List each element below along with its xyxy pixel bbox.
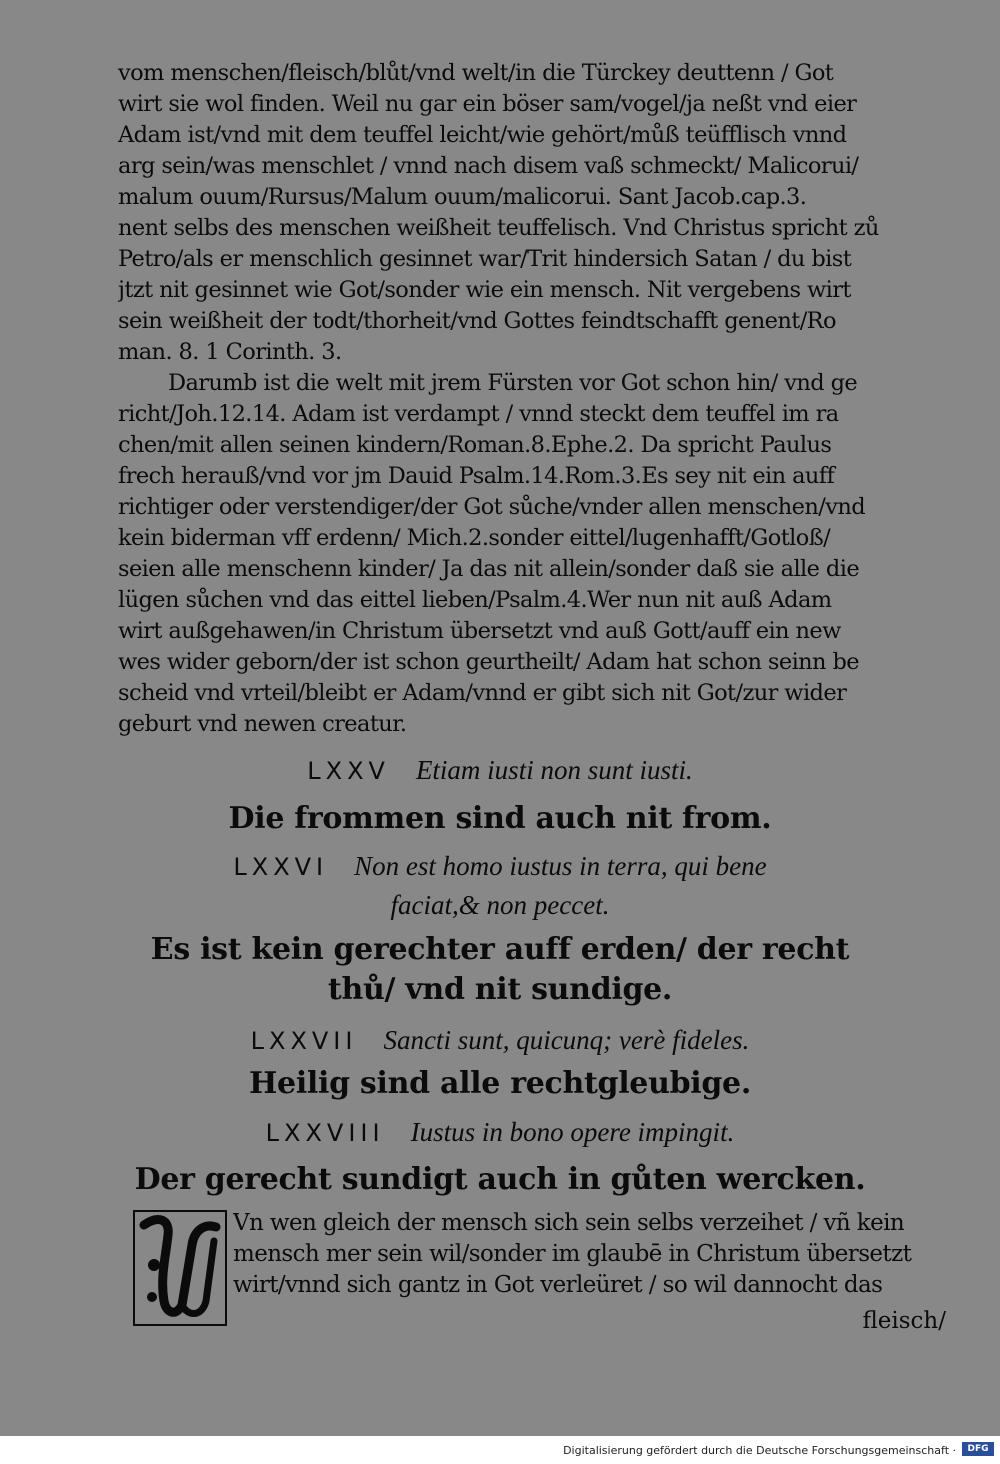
text-line: malum ouum/Rursus/Malum ouum/malicorui. Sant Jacob.cap.3. xyxy=(118,184,807,210)
dropcap-letter: W xyxy=(180,1323,182,1324)
text-line: richtiger oder verstendiger/der Got sůche/vnder allen menschen/vnd xyxy=(118,494,866,520)
text-line: wes wider geborn/der ist schon geurtheilt/ Adam hat schon seinn be xyxy=(118,649,860,675)
text-line: mensch mer sein wil/sonder im glaubē in Christum übersetzt xyxy=(233,1241,912,1267)
text-line: scheid vnd vrteil/bleibt er Adam/vnnd er gibt sich nit Got/zur wider xyxy=(118,680,847,706)
text-line: sein weißheit der todt/thorheit/vnd Gottes feindtschafft genent/Ro xyxy=(118,308,836,334)
thesis-german-continued: thů/ vnd nit sundige. xyxy=(327,972,673,1007)
thesis-number: LXXV xyxy=(307,757,390,785)
text-line: Petro/als er menschlich gesinnet war/Trit hindersich Satan / du bist xyxy=(118,246,852,272)
text-line: Darumb ist die welt mit jrem Fürsten vor Got schon hin/ vnd ge xyxy=(168,370,858,396)
funding-note: Digitalisierung gefördert durch die Deutsche Forschungsgemeinschaft · xyxy=(563,1444,956,1457)
catchword: fleisch/ xyxy=(862,1308,946,1334)
footer-bar xyxy=(0,1436,1000,1464)
text-line: arg sein/was menschlet / vnnd nach disem vaß schmeckt/ Malicorui/ xyxy=(118,153,859,179)
decorated-initial xyxy=(130,1205,230,1330)
text-line: wirt/vnnd sich gantz in Got verleüret / so wil dannocht das xyxy=(233,1272,883,1298)
thesis-number: LXXVI xyxy=(233,853,329,881)
text-line: vom menschen/fleisch/blůt/vnd welt/in die Türckey deuttenn / Got xyxy=(118,60,834,86)
thesis-latin-text: Iustus in bono opere impingit. xyxy=(410,1117,735,1147)
text-line: man. 8. 1 Corinth. 3. xyxy=(118,339,342,365)
thesis-latin-text: faciat,& non peccet. xyxy=(390,890,610,920)
text-line: wirt außgehawen/in Christum übersetzt vnd auß Gott/auff ein new xyxy=(118,618,841,644)
thesis-latin-text: Non est homo iustus in terra, qui bene xyxy=(354,851,767,881)
text-line: jtzt nit gesinnet wie Got/sonder wie ein mensch. Nit vergebens wirt xyxy=(118,277,851,303)
text-line: nent selbs des menschen weißheit teuffelisch. Vnd Christus spricht zů xyxy=(118,215,879,241)
thesis-german: Es ist kein gerechter auff erden/ der recht xyxy=(150,932,850,967)
text-line: lügen sůchen vnd das eittel lieben/Psalm.4.Wer nun nit auß Adam xyxy=(118,587,832,613)
thesis-latin-text: Etiam iusti non sunt iusti. xyxy=(415,755,693,785)
thesis-german: Der gerecht sundigt auch in gůten wercken. xyxy=(134,1162,866,1197)
text-line: chen/mit allen seinen kindern/Roman.8.Ephe.2. Da spricht Paulus xyxy=(118,432,832,458)
text-line: Vn wen gleich der mensch sich sein selbs verzeihet / vñ kein xyxy=(233,1210,905,1236)
dfg-logo: DFG xyxy=(962,1442,994,1456)
final-paragraph xyxy=(233,1208,953,1301)
body-text xyxy=(118,58,948,740)
text-line: geburt vnd newen creatur. xyxy=(118,711,407,737)
thesis-latin-text: Sancti sunt, quicunq; verè fideles. xyxy=(383,1025,750,1055)
text-line: richt/Joh.12.14. Adam ist verdampt / vnnd steckt dem teuffel im ra xyxy=(118,401,839,427)
thesis-number: LXXVIII xyxy=(265,1119,385,1147)
thesis-latin xyxy=(0,750,1000,790)
thesis-latin xyxy=(0,1020,1000,1060)
thesis-latin xyxy=(0,846,1000,886)
text-line: Adam ist/vnd mit dem teuffel leicht/wie gehört/můß teüfflisch vnnd xyxy=(118,122,847,148)
thesis-latin-continued xyxy=(0,885,1000,925)
thesis-number: LXXVII xyxy=(250,1027,358,1055)
text-line: kein biderman vff erdenn/ Mich.2.sonder eittel/lugenhafft/Gotloß/ xyxy=(118,525,831,551)
text-line: wirt sie wol finden. Weil nu gar ein böser sam/vogel/ja neßt vnd eier xyxy=(118,91,857,117)
thesis-latin xyxy=(0,1112,1000,1152)
thesis-german: Heilig sind alle rechtgleubige. xyxy=(248,1066,751,1101)
text-line: seien alle menschenn kinder/ Ja das nit allein/sonder daß sie alle die xyxy=(118,556,860,582)
text-line: frech herauß/vnd vor jm Dauid Psalm.14.Rom.3.Es sey nit ein auff xyxy=(118,463,835,489)
thesis-german: Die frommen sind auch nit from. xyxy=(228,801,772,836)
